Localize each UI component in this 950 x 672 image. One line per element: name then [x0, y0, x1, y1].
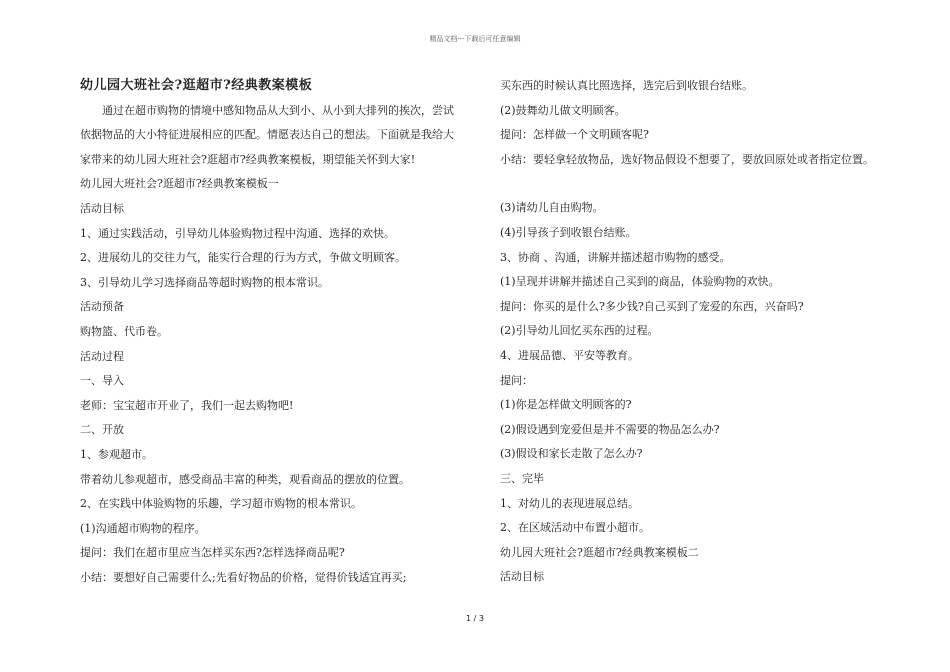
right-lines-b — [500, 196, 890, 590]
page-number: 1 / 3 — [466, 614, 484, 623]
left-lines — [80, 172, 455, 590]
text-line: (4)引导孩子到收银台结账。 — [500, 225, 637, 239]
text-line: 活动预备 — [80, 300, 124, 314]
paragraph-gap — [500, 172, 890, 196]
text-line: 老师：宝宝超市开业了，我们一起去购物吧! — [80, 398, 294, 412]
text-line: 2、在实践中体验购物的乐趣，学习超市购物的根本常识。 — [80, 497, 362, 511]
text-line: (1)你是怎样做文明顾客的? — [500, 398, 632, 412]
text-line: (3)假设和家长走散了怎么办? — [500, 447, 643, 461]
text-line: (3)请幼儿自由购物。 — [500, 201, 604, 215]
text-line: 幼儿园大班社会?逛超市?经典教案模板二 — [500, 545, 699, 559]
text-line: 带着幼儿参观超市，感受商品丰富的种类，观看商品的摆放的位置。 — [80, 472, 410, 486]
right-column — [500, 74, 890, 590]
text-line: (1)沟通超市购物的程序。 — [80, 521, 206, 535]
text-line: 三、完毕 — [500, 471, 544, 485]
text-line: 一、导入 — [80, 374, 124, 388]
text-line: (2)引导幼儿回忆买东西的过程。 — [500, 324, 659, 338]
text-line: 4、进展品德、平安等教育。 — [500, 348, 639, 362]
text-line: 幼儿园大班社会?逛超市?经典教案模板一 — [80, 177, 279, 191]
text-line: 2、进展幼儿的交往力气，能实行合理的行为方式，争做文明顾客。 — [80, 251, 406, 265]
text-line: 提问： — [500, 373, 533, 387]
text-line: 购物篮、代币卷。 — [80, 324, 168, 338]
text-line: 小结：要想好自己需要什么;先看好物品的价格，觉得价钱适宜再买; — [80, 570, 407, 584]
text-line: 提问：我们在超市里应当怎样买东西?怎样选择商品呢? — [80, 546, 345, 560]
text-line: (2)鼓舞幼儿做文明顾客。 — [500, 103, 626, 117]
text-line: 活动过程 — [80, 349, 124, 363]
text-line: 提问：你买的是什么?多少钱?自己买到了宠爱的东西，兴奋吗? — [500, 299, 804, 313]
text-line: 二、开放 — [80, 423, 124, 437]
page-header: 精品文档---下载后可任意编辑 — [429, 35, 521, 43]
text-line: 1、参观超市。 — [80, 447, 153, 461]
text-line: 活动目标 — [80, 201, 124, 215]
text-line: 1、对幼儿的表现进展总结。 — [500, 496, 639, 510]
text-line: 3、协商 、沟通，讲解并描述超市购物的感受。 — [500, 250, 731, 264]
text-line: 2、在区域活动中布置小超市。 — [500, 521, 650, 535]
text-line: 小结：要轻拿轻放物品，选好物品假设不想要了，要放回原处或者指定位置。 — [500, 152, 874, 166]
left-column — [80, 74, 455, 590]
right-lines-a — [500, 74, 890, 172]
document-title: 幼儿园大班社会?逛超市?经典教案模板 — [80, 78, 313, 93]
text-line: (2)假设遇到宠爱但是并不需要的物品怎么办? — [500, 422, 720, 436]
text-line: 提问：怎样做一个文明顾客呢? — [500, 128, 649, 142]
text-line: 买东西的时候认真比照选择，选完后到收银台结账。 — [500, 79, 753, 92]
text-line: 活动目标 — [500, 570, 544, 584]
text-line: 3、引导幼儿学习选择商品等超时购物的根本常识。 — [80, 275, 329, 289]
intro-paragraph: 通过在超市购物的情境中感知物品从大到小、从小到大排列的挨次，尝试依据物品的大小特征进展相应的匹配。情愿表达自己的想法。下面就是我给大家带来的幼儿园大班社会?逛超市?经典教案模板，期望能关怀到大家! — [80, 103, 454, 166]
text-line: 1、通过实践活动，引导幼儿体验购物过程中沟通、选择的欢快。 — [80, 226, 395, 240]
text-line: (1)呈现并讲解并描述自己买到的商品，体验购物的欢快。 — [500, 275, 780, 289]
